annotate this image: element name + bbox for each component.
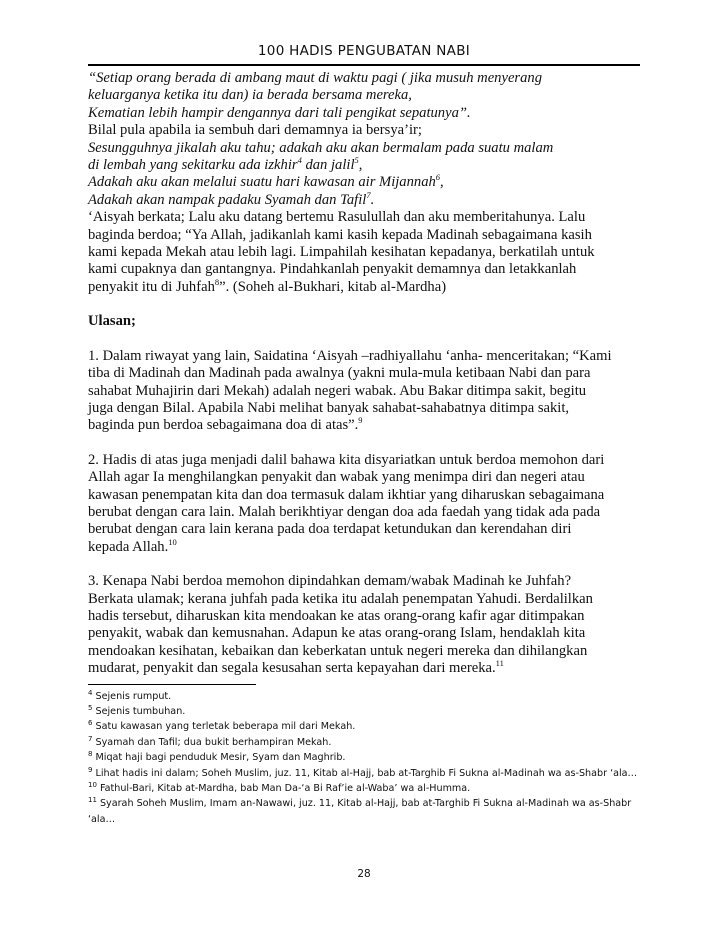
text-segment: baginda pun berdoa sebagaimana doa di atas”. xyxy=(88,417,359,434)
poem-text: di lembah yang sekitarku ada izkhir xyxy=(88,157,298,174)
text-line: kami cupaknya dan gantangnya. Pindahkanlah penyakit demamnya dan letakkanlah xyxy=(88,261,577,278)
footnote-9 xyxy=(88,766,640,781)
poem-block xyxy=(88,70,640,122)
text-line: mendoakan kesihatan, kebaikan dan keberkatan untuk negeri mereka dan dihilangkan xyxy=(88,642,588,659)
poem-line: Sesungguhnya jikalah aku tahu; adakah aku akan bermalam pada suatu malam xyxy=(88,139,554,156)
poem-text: , xyxy=(440,174,444,191)
poem-line: “Setiap orang berada di ambang maut di waktu pagi ( jika musuh menyerang xyxy=(88,70,542,86)
footnote-text: Fathul-Bari, Kitab at-Mardha, bab Man Da-‘a Bi Raf’ie al-Waba’ wa al-Humma. xyxy=(96,783,471,795)
footnote-number: 4 xyxy=(88,688,93,697)
text-line: penyakit, wabak dan kemusnahan. Adapun ke atas orang-orang Islam, hendaklah kita xyxy=(88,625,586,642)
paragraph-1 xyxy=(88,348,640,435)
text-line: juga dengan Bilal. Apabila Nabi melihat banyak sahabat-sahabatnya ditimpa sakit, xyxy=(88,399,570,416)
section-heading: Ulasan; xyxy=(88,313,136,330)
footnote-divider xyxy=(88,684,256,685)
text-line: kawasan penempatan kita dan doa termasuk dalam ikhtiar yang diharuskan sebagaimana xyxy=(88,486,605,503)
footnotes xyxy=(88,689,640,828)
footnote-6 xyxy=(88,719,640,734)
poem-line xyxy=(88,189,640,209)
footnote-text: Sejenis rumput. xyxy=(92,690,172,702)
poem-line xyxy=(88,174,640,191)
footnote-4 xyxy=(88,689,640,704)
footnote-text: Syamah dan Tafil; dua bukit berhampiran Mekah. xyxy=(92,736,332,748)
text-line: kami kepada Mekah atau lebih lagi. Limpahilah kesihatan kepadanya, berkatilah untuk xyxy=(88,244,595,261)
text-line: 2. Hadis di atas juga menjadi dalil bahawa kita disyariatkan untuk berdoa memohon dari xyxy=(88,451,605,468)
poem-line xyxy=(88,157,640,174)
footnote-5 xyxy=(88,704,640,719)
text-line: sahabat Muhajirin dari Mekah) adalah negeri wabak. Abu Bakar ditimpa sakit, begitu xyxy=(88,382,587,399)
text-line: 1. Dalam riwayat yang lain, Saidatina ‘Aisyah –radhiyallahu ‘anha- menceritakan; “Kami xyxy=(88,347,612,364)
footnote-8 xyxy=(88,750,640,765)
document-page xyxy=(88,42,640,932)
footnote-11-continuation: ‘ala… xyxy=(88,813,116,825)
spacer xyxy=(88,331,640,348)
text-line: berubat dengan cara lain. Malah berikhtiyar dengan doa ada faedah yang tidak ada pada xyxy=(88,503,601,520)
text-line xyxy=(88,276,640,296)
text-line: Berkata ulamak; kerana juhfah pada ketika itu adalah penempatan Yahudi. Berdalilkan xyxy=(88,590,593,607)
text-line xyxy=(88,417,640,434)
poem-intro-line: Bilal pula apabila ia sembuh dari demamnya ia bersya’ir; xyxy=(88,122,422,139)
page-number: 28 xyxy=(357,868,371,880)
text-line: 3. Kenapa Nabi berdoa memohon dipindahkan demam/wabak Madinah ke Juhfah? xyxy=(88,573,572,590)
footnote-ref: 5 xyxy=(354,155,359,166)
footnote-ref: 11 xyxy=(495,658,504,669)
poem-text: Adakah akan nampak padaku Syamah dan Tafil xyxy=(88,191,367,208)
footnote-text: Syarah Soheh Muslim, Imam an-Nawawi, juz. 11, Kitab al-Hajj, bab at-Targhib Fi Sukna al-Madinah wa as-Shabr xyxy=(96,798,632,810)
footnote-ref: 10 xyxy=(168,536,177,547)
poem-line: keluarganya ketika itu dan) ia berada bersama mereka, xyxy=(88,87,412,104)
page-body xyxy=(88,70,640,678)
text-line: ‘Aisyah berkata; Lalu aku datang bertemu Rasulullah dan aku memberitahunya. Lalu xyxy=(88,209,586,226)
header-title: 100 HADIS PENGUBATAN NABI xyxy=(257,43,471,59)
footnote-ref: 4 xyxy=(297,155,302,166)
poem-text: , xyxy=(358,157,363,174)
footnote-ref: 8 xyxy=(214,276,220,287)
footnote-number: 7 xyxy=(88,734,93,743)
footnote-11 xyxy=(88,796,640,811)
text-segment: ”. (Soheh al-Bukhari, kitab al-Mardha) xyxy=(219,278,447,295)
text-segment: kepada Allah. xyxy=(88,538,169,555)
paragraph-3 xyxy=(88,573,640,677)
spacer xyxy=(88,296,640,313)
page-header xyxy=(88,42,640,66)
text-line: Allah agar Ia menghilangkan penyakit dan wabak yang menimpa diri dan negeri atau xyxy=(88,469,585,486)
footnote-number: 11 xyxy=(88,796,97,805)
text-segment: penyakit itu di Juhfah xyxy=(88,278,215,295)
narration-paragraph xyxy=(88,209,640,296)
footnote-number: 9 xyxy=(88,765,93,774)
footnote-text: Miqat haji bagi penduduk Mesir, Syam dan Maghrib. xyxy=(92,752,346,764)
footnote-ref: 6 xyxy=(435,172,441,183)
text-line: berubat dengan cara lain kerana pada doa terdapat ketundukan dan kerendahan diri xyxy=(88,521,572,538)
paragraph-2 xyxy=(88,452,640,556)
footnote-text: Lihat hadis ini dalam; Soheh Muslim, juz. 11, Kitab al-Hajj, bab at-Targhib Fi Sukna al-Madinah wa as-Shabr ‘ala… xyxy=(92,767,638,779)
text-line: hadis tersebut, diharuskan kita mendoakan ke atas orang-orang kafir agar ditimpakan xyxy=(88,607,585,624)
text-line: baginda berdoa; “Ya Allah, jadikanlah kami kasih kepada Madinah sebagaimana kasih xyxy=(88,226,592,243)
footnote-7 xyxy=(88,735,640,750)
spacer xyxy=(88,435,640,452)
footnote-number: 5 xyxy=(88,704,93,712)
text-line xyxy=(88,536,640,556)
poem-text: Adakah aku akan melalui suatu hari kawasan air Mijannah xyxy=(88,174,436,191)
poem-line: Kematian lebih hampir dengannya dari tali pengikat sepatunya”. xyxy=(88,104,471,121)
footnote-ref: 9 xyxy=(358,415,363,426)
text-line xyxy=(88,660,640,677)
poem-text: dan jalil xyxy=(301,157,355,174)
poem-block-2 xyxy=(88,140,640,210)
footnote-number: 6 xyxy=(88,719,93,728)
footnote-text: Sejenis tumbuhan. xyxy=(92,706,186,717)
spacer xyxy=(88,556,640,573)
text-segment: mudarat, penyakit dan segala kesusahan serta kepayahan dari mereka. xyxy=(88,660,496,677)
footnote-number: 8 xyxy=(88,750,93,759)
footnote-number: 10 xyxy=(88,781,97,790)
text-line: tiba di Madinah dan Madinah pada awalnya (yakni mula-mula ketibaan Nabi dan para xyxy=(88,365,591,382)
footnote-10 xyxy=(88,781,640,796)
poem-text: . xyxy=(370,191,375,208)
footnote-ref: 7 xyxy=(366,189,371,200)
footnote-text: Satu kawasan yang terletak beberapa mil dari Mekah. xyxy=(92,721,356,733)
